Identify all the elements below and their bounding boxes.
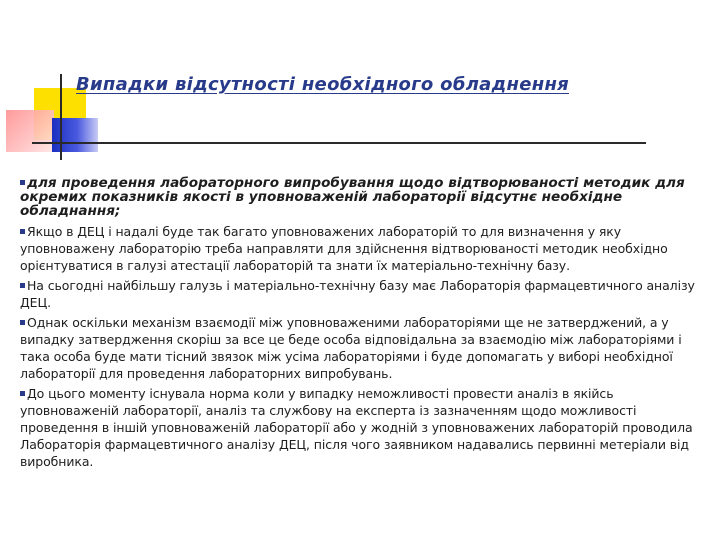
square-bullet-icon — [20, 320, 25, 325]
square-bullet-icon — [20, 229, 25, 234]
bullet-item-4 — [20, 314, 700, 382]
decor-blue-square — [52, 118, 98, 152]
bullet-item-5 — [20, 385, 700, 470]
square-bullet-icon — [20, 283, 25, 288]
bullet-item-1 — [20, 176, 700, 218]
bullet-item-2 — [20, 223, 700, 274]
bullet-text: Однак оскільки механізм взаємодії між уповноваженими лабораторіями ще не затверджений, а у випадку затвердження скоріш за все це беде особа відповідальна за взаємодію між лабораторіями і така особа буде мати тісний звязок між усіма лабораторіями і буде допомагать у виборі необхідної лабораторії для проведення лабораторних випробувань. — [20, 315, 682, 381]
slide-title: Випадки відсутності необхідного обладнення — [76, 74, 570, 95]
bullet-text: Якщо в ДЕЦ і надалі буде так багато уповноважених лабораторій то для визначення у яку уповноважену лабораторію треба направляти для здійснення відтворюваності методик необхідно орієнтуватися в галузі атестації лабораторій та знати їх матеріально-технічну базу. — [20, 224, 668, 273]
bullet-list — [20, 176, 700, 473]
decor-vertical-line — [60, 74, 62, 160]
square-bullet-icon — [20, 391, 25, 396]
bullet-text: До цього моменту існувала норма коли у випадку неможливості провести аналіз в якійсь уповноваженій лабораторії, аналіз та службову на експерта із зазначенням щодо можливості проведення в іншій уповноваженій лабораторії або у жодній з уповноважених лабораторій проводила Лабораторія фармацевтичного аналізу ДЕЦ, після чого заявником надавались первинні метеріали від виробника. — [20, 386, 693, 469]
decor-red-square — [6, 110, 54, 152]
bullet-text: На сьогодні найбільшу галузь і матеріально-технічну базу має Лабораторія фармацевтичного аналізу ДЕЦ. — [20, 278, 695, 310]
square-bullet-icon — [20, 180, 25, 185]
bullet-item-3 — [20, 277, 700, 311]
decor-horizontal-line — [32, 142, 646, 144]
bullet-text: для проведення лабораторного випробування щодо відтворюваності методик для окремих показників якості в уповноваженій лабораторії відсутнє необхідне обладнання; — [20, 175, 685, 219]
